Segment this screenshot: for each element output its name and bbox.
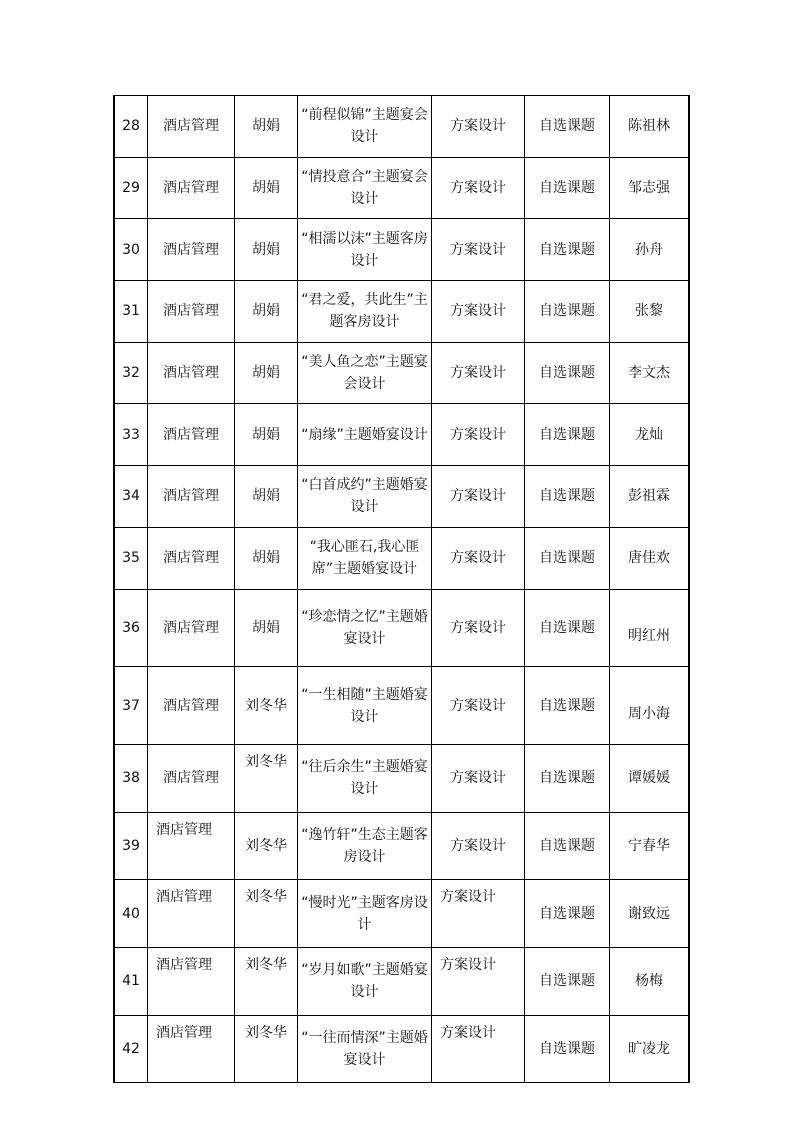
topic-title-cell: “扇缘”主题婚宴设计 [298,404,432,466]
row-number: 28 [114,96,148,158]
major-cell: 酒店管理 [148,157,235,219]
teacher-cell: 胡娟 [235,466,298,528]
topic-source-cell: 自选课题 [525,667,610,745]
topic-type-cell: 方案设计 [432,466,525,528]
major-cell: 酒店管理 [148,1015,235,1083]
topic-title-cell: “相濡以沫”主题客房设计 [298,219,432,281]
topic-source-cell: 自选课题 [525,947,610,1015]
topic-source-cell: 自选课题 [525,744,610,812]
topic-source-cell: 自选课题 [525,1015,610,1083]
student-cell: 谢致远 [610,880,690,948]
major-cell: 酒店管理 [148,667,235,745]
student-cell: 陈祖林 [610,96,690,158]
table-row [114,527,689,589]
topic-source-cell: 自选课题 [525,527,610,589]
major-cell: 酒店管理 [148,96,235,158]
major-cell: 酒店管理 [148,466,235,528]
student-cell: 谭媛媛 [610,744,690,812]
topics-table [113,95,690,1083]
row-number: 38 [114,744,148,812]
teacher-cell: 胡娟 [235,589,298,667]
teacher-cell: 胡娟 [235,342,298,404]
row-number: 32 [114,342,148,404]
row-number: 31 [114,281,148,343]
student-cell: 邹志强 [610,157,690,219]
table-row [114,219,689,281]
topic-type-cell: 方案设计 [432,404,525,466]
topic-type-cell: 方案设计 [432,281,525,343]
topic-title-cell: “珍恋情之忆”主题婚宴设计 [298,589,432,667]
student-cell: 宁春华 [610,812,690,880]
topic-source-cell: 自选课题 [525,404,610,466]
student-cell: 杨梅 [610,947,690,1015]
topic-title-cell: “前程似锦”主题宴会设计 [298,96,432,158]
row-number: 41 [114,947,148,1015]
topic-type-cell: 方案设计 [432,527,525,589]
teacher-cell: 刘冬华 [235,947,298,1015]
row-number: 29 [114,157,148,219]
row-number: 30 [114,219,148,281]
student-cell: 彭祖霖 [610,466,690,528]
topic-type-cell: 方案设计 [432,96,525,158]
row-number: 37 [114,667,148,745]
table-row [114,1015,689,1083]
topic-title-cell: “岁月如歌”主题婚宴设计 [298,947,432,1015]
table-row [114,281,689,343]
student-cell: 张黎 [610,281,690,343]
topic-type-cell: 方案设计 [432,880,525,948]
row-number: 39 [114,812,148,880]
major-cell: 酒店管理 [148,527,235,589]
topic-title-cell: “一生相随”主题婚宴设计 [298,667,432,745]
table-row [114,744,689,812]
teacher-cell: 刘冬华 [235,744,298,812]
topic-title-cell: “往后余生”主题婚宴设计 [298,744,432,812]
table-row [114,947,689,1015]
topic-source-cell: 自选课题 [525,342,610,404]
topics-table-body [114,96,689,1083]
teacher-cell: 胡娟 [235,219,298,281]
topic-title-cell: “白首成约”主题婚宴设计 [298,466,432,528]
teacher-cell: 刘冬华 [235,880,298,948]
major-cell: 酒店管理 [148,744,235,812]
topic-title-cell: “逸竹轩”生态主题客房设计 [298,812,432,880]
topic-source-cell: 自选课题 [525,466,610,528]
student-cell: 龙灿 [610,404,690,466]
row-number: 34 [114,466,148,528]
topic-type-cell: 方案设计 [432,947,525,1015]
topic-source-cell: 自选课题 [525,157,610,219]
topic-type-cell: 方案设计 [432,1015,525,1083]
major-cell: 酒店管理 [148,589,235,667]
major-cell: 酒店管理 [148,947,235,1015]
table-row [114,466,689,528]
topic-title-cell: “我心匪石,我心匪席”主题婚宴设计 [298,527,432,589]
student-cell: 旷凌龙 [610,1015,690,1083]
topic-type-cell: 方案设计 [432,219,525,281]
major-cell: 酒店管理 [148,219,235,281]
topic-type-cell: 方案设计 [432,589,525,667]
row-number: 36 [114,589,148,667]
table-row [114,404,689,466]
teacher-cell: 胡娟 [235,281,298,343]
topic-source-cell: 自选课题 [525,219,610,281]
topic-type-cell: 方案设计 [432,667,525,745]
topic-source-cell: 自选课题 [525,281,610,343]
row-number: 35 [114,527,148,589]
topic-type-cell: 方案设计 [432,157,525,219]
teacher-cell: 刘冬华 [235,812,298,880]
topic-type-cell: 方案设计 [432,744,525,812]
teacher-cell: 胡娟 [235,404,298,466]
table-row [114,812,689,880]
table-row [114,667,689,745]
topic-title-cell: “君之爱，共此生”主题客房设计 [298,281,432,343]
table-row [114,880,689,948]
topic-title-cell: “情投意合”主题宴会设计 [298,157,432,219]
major-cell: 酒店管理 [148,812,235,880]
topic-title-cell: “慢时光”主题客房设计 [298,880,432,948]
table-row [114,342,689,404]
topic-type-cell: 方案设计 [432,342,525,404]
row-number: 42 [114,1015,148,1083]
topic-source-cell: 自选课题 [525,589,610,667]
student-cell: 孙舟 [610,219,690,281]
topic-title-cell: “美人鱼之恋”主题宴会设计 [298,342,432,404]
teacher-cell: 刘冬华 [235,667,298,745]
teacher-cell: 胡娟 [235,96,298,158]
topic-type-cell: 方案设计 [432,812,525,880]
topic-source-cell: 自选课题 [525,880,610,948]
student-cell: 唐佳欢 [610,527,690,589]
table-row [114,96,689,158]
teacher-cell: 胡娟 [235,527,298,589]
topic-source-cell: 自选课题 [525,812,610,880]
student-cell: 李文杰 [610,342,690,404]
table-row [114,157,689,219]
student-cell: 周小海 [610,667,690,745]
major-cell: 酒店管理 [148,880,235,948]
student-cell: 明红州 [610,589,690,667]
teacher-cell: 刘冬华 [235,1015,298,1083]
major-cell: 酒店管理 [148,281,235,343]
row-number: 33 [114,404,148,466]
major-cell: 酒店管理 [148,404,235,466]
teacher-cell: 胡娟 [235,157,298,219]
row-number: 40 [114,880,148,948]
topic-source-cell: 自选课题 [525,96,610,158]
topic-title-cell: “一往而情深”主题婚宴设计 [298,1015,432,1083]
major-cell: 酒店管理 [148,342,235,404]
table-row [114,589,689,667]
